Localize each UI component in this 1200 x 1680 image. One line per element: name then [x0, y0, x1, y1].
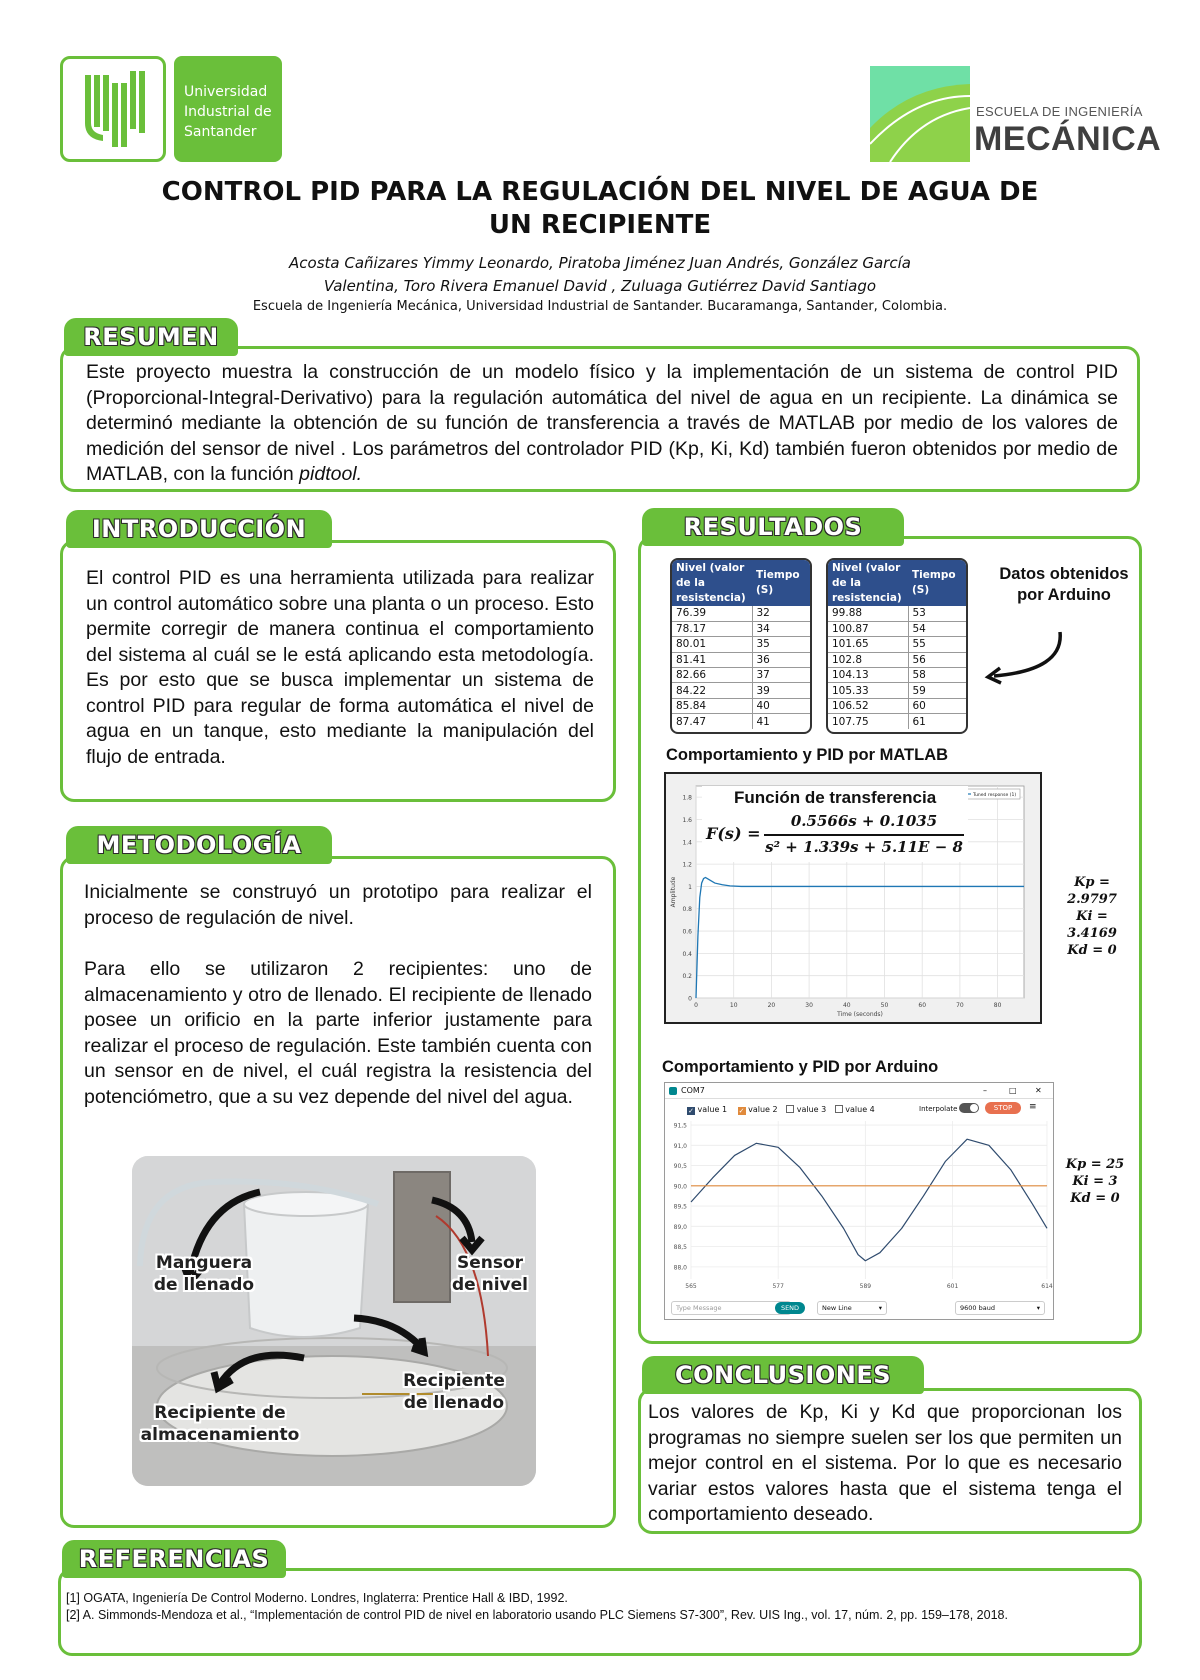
table2-header-nivel: Nivel (valor de la resistencia)	[828, 560, 908, 606]
arduino-caption: Comportamiento y PID por Arduino	[662, 1058, 939, 1076]
send-button[interactable]: SEND	[775, 1302, 805, 1314]
referencias-heading: REFERENCIAS	[62, 1540, 286, 1578]
table-row: 76.39 32	[672, 606, 810, 621]
uis-logo	[60, 56, 282, 164]
legend-label: Tuned response (1)	[973, 793, 1017, 798]
message-input[interactable]: Type Message	[671, 1301, 791, 1315]
metodologia-heading: METODOLOGÍA	[66, 826, 332, 864]
y-tick-label: 1.8	[682, 794, 692, 802]
matlab-caption: Comportamiento y PID por MATLAB	[666, 746, 949, 764]
table1-header-nivel: Nivel (valor de la resistencia)	[672, 560, 752, 606]
menu-icon[interactable]: ≡	[1029, 1102, 1037, 1112]
minimize-button[interactable]: –	[983, 1086, 987, 1095]
prototype-photo	[132, 1156, 536, 1486]
tf-box	[702, 786, 968, 862]
checkbox-value-3[interactable]: value 3	[786, 1105, 826, 1114]
mecanica-logo-line1: ESCUELA DE INGENIERÍA	[976, 104, 1143, 119]
interpolate-toggle[interactable]	[959, 1103, 979, 1113]
x-tick-label: 80	[993, 1002, 1002, 1009]
resumen-heading: RESUMEN	[64, 318, 238, 356]
x-tick-label: 0	[694, 1002, 698, 1009]
table-row: 87.47 41	[672, 714, 810, 729]
table-row: 105.33 59	[828, 683, 966, 698]
table-row: 81.41 36	[672, 652, 810, 667]
table-row: 85.84 40	[672, 698, 810, 713]
metodologia-para2: Para ello se utilizaron 2 recipientes: uno de almacenamiento y otro de llenado. El recipiente de llenado posee un orificio en la parte inferior justamente para realizar el proceso de regulación. Este también cuenta con un sensor en de nivel, el cuál registra la resistencia del potenciómetro, que a su vez depende del nivel del agua.	[84, 958, 592, 1108]
introduccion-text: El control PID es una herramienta utilizada para realizar un control automático sobre una planta o un proceso. Esto permite corregir de manera continua el comportamiento del sistema al cuál se le está aplicando esta metodología. Es por esto que se busca implementar un sistema de control PID para regular de forma automática el nivel de agua en un tanque, esto mediante la manipulación del flujo de entrada.	[86, 567, 594, 768]
resumen-text: Este proyecto muestra la construcción de un modelo físico y la implementación de un sistema de control PID (Proporcional-Integral-Derivativo) para la regulación automática del nivel de agua en un recipiente. La dinámica se determinó mediante la obtención de su función de transferencia a través de MATLAB por medio de los valores de medición del sensor de nivel . Los parámetros del controlador PID (Kp, Ki, Kd) también fueron obtenidos por medio de MATLAB, con la función pidtool.	[86, 361, 1118, 485]
y-tick-label: 0.6	[682, 928, 692, 936]
table1-header-tiempo: Tiempo (S)	[752, 560, 810, 606]
x-tick-label: 601	[946, 1283, 959, 1290]
conclusiones-text: Los valores de Kp, Ki y Kd que proporcionan los programas no siempre suelen ser los que permiten un mejor control en el sistema. Por lo que es necesario variar estos valores hasta que el sistema tenga el comportamiento deseado.	[648, 1401, 1122, 1525]
y-tick-label: 89,5	[673, 1203, 687, 1211]
data-table-1	[670, 558, 812, 734]
mecanica-logo-mark	[870, 66, 970, 162]
y-tick-label: 1	[688, 883, 692, 891]
x-tick-label: 60	[918, 1002, 927, 1009]
plotter-titlebar	[665, 1083, 1053, 1099]
arduino-gains: Kp = 25 Ki = 3 Kd = 0	[1065, 1157, 1125, 1206]
x-tick-label: 565	[685, 1283, 697, 1290]
table-row: 78.17 34	[672, 621, 810, 636]
y-tick-label: 88,0	[673, 1264, 687, 1272]
maximize-button[interactable]: □	[1009, 1086, 1017, 1095]
table2-header-tiempo: Tiempo (S)	[908, 560, 966, 606]
tf-numerator: 0.5566s + 0.1035	[790, 812, 938, 830]
checkbox-value-2[interactable]: ✓ value 2	[738, 1105, 778, 1115]
y-tick-label: 91,0	[673, 1142, 687, 1150]
series-toggles	[687, 1105, 875, 1115]
y-tick-label: 89,0	[673, 1223, 687, 1231]
table-row: 80.01 35	[672, 637, 810, 652]
checkbox-value-4[interactable]: value 4	[835, 1105, 875, 1114]
x-tick-label: 30	[805, 1002, 813, 1009]
poster-title: CONTROL PID PARA LA REGULACIÓN DEL NIVEL DE AGUA DE UN RECIPIENTE	[161, 177, 1039, 240]
affiliation: Escuela de Ingeniería Mecánica, Universidad Industrial de Santander. Bucaramanga, Santander, Colombia.	[252, 299, 948, 314]
x-axis-label: Time (seconds)	[837, 1011, 883, 1018]
reference-2: [2] A. Simmonds-Mendoza et al., “Implementación de control PID de nivel en laboratorio usando PLC Siemens S7-300”, Rev. UIS Ing., vol. 17, núm. 2, pp. 159–178, 2018.	[66, 1607, 1008, 1622]
x-tick-label: 577	[772, 1283, 784, 1290]
y-tick-label: 0.4	[682, 950, 692, 958]
mecanica-logo	[870, 66, 1162, 162]
tf-lhs: F(s) =	[706, 824, 761, 843]
x-tick-label: 10	[729, 1002, 738, 1009]
table-row: 107.75 61	[828, 714, 966, 729]
x-tick-label: 70	[956, 1002, 964, 1009]
y-tick-label: 0.2	[682, 973, 692, 981]
table-row: 102.8 56	[828, 652, 966, 667]
interpolate-label: Interpolate	[919, 1105, 958, 1113]
label-sensor: Sensor de nivel	[452, 1253, 528, 1295]
y-tick-label: 90,5	[673, 1163, 687, 1171]
y-tick-label: 1.2	[682, 861, 692, 869]
serial-plotter-window	[664, 1082, 1054, 1320]
x-tick-label: 40	[842, 1002, 851, 1009]
arduino-chart	[665, 1117, 1053, 1295]
table-row: 100.87 54	[828, 621, 966, 636]
table-row: 101.65 55	[828, 637, 966, 652]
y-tick-label: 0.8	[682, 906, 692, 914]
arrow-icon	[984, 630, 1074, 688]
x-tick-label: 614	[1041, 1283, 1053, 1290]
mecanica-logo-line2: MECÁNICA	[974, 120, 1162, 158]
y-tick-label: 1.4	[682, 839, 692, 847]
data-table-2	[826, 558, 968, 734]
tf-fraction-bar	[764, 834, 964, 836]
table-row: 104.13 58	[828, 668, 966, 683]
y-tick-label: 0	[688, 995, 692, 1003]
metodologia-para1: Inicialmente se construyó un prototipo para realizar el proceso de regulación de nivel.	[84, 881, 592, 929]
y-tick-label: 1.6	[682, 816, 692, 824]
close-button[interactable]: ✕	[1035, 1086, 1042, 1095]
stop-button[interactable]: STOP	[985, 1102, 1021, 1114]
y-tick-label: 91,5	[673, 1122, 687, 1130]
label-manguera: Manguera de llenado	[153, 1253, 255, 1295]
y-tick-label: 90,0	[673, 1183, 687, 1191]
line-ending-select[interactable]: New Line ▾	[817, 1301, 887, 1315]
x-tick-label: 20	[767, 1002, 776, 1009]
table-row: 82.66 37	[672, 668, 810, 683]
authors: Acosta Cañizares Yimmy Leonardo, Piratoba Jiménez Juan Andrés, González García Valentina, Toro Rivera Emanuel David , Zuluaga Gutiérrez David Santiago	[289, 254, 911, 295]
x-tick-label: 50	[880, 1002, 889, 1009]
datos-note: Datos obtenidos por Arduino	[999, 565, 1129, 604]
label-almacenamiento: Recipiente de almacenamiento	[140, 1403, 300, 1445]
app-icon	[669, 1087, 677, 1095]
uis-logo-text: Universidad Industrial de Santander	[174, 56, 282, 162]
series-line-value-1	[691, 1139, 1047, 1261]
uis-logo-mark	[60, 56, 166, 162]
baud-select[interactable]: 9600 baud ▾	[955, 1301, 1045, 1315]
reference-1: [1] OGATA, Ingeniería De Control Moderno. Londres, Inglaterra: Prentice Hall & IBD, 1992.	[66, 1591, 568, 1605]
label-llenado: Recipiente de llenado	[403, 1371, 505, 1413]
introduccion-heading: INTRODUCCIÓN	[66, 510, 332, 548]
x-tick-label: 589	[859, 1283, 872, 1290]
tf-denominator: s² + 1.339s + 5.11E − 8	[765, 838, 963, 856]
y-axis-label: Amplitude	[670, 876, 677, 908]
checkbox-value-1[interactable]: ✓ value 1	[688, 1105, 728, 1115]
conclusiones-heading: CONCLUSIONES	[642, 1356, 924, 1394]
references-list	[66, 1590, 1132, 1623]
table-row: 84.22 39	[672, 683, 810, 698]
matlab-gains: Kp = 2.9797 Ki = 3.4169 Kd = 0	[1067, 875, 1117, 958]
tf-title: Función de transferencia	[734, 788, 937, 807]
y-tick-label: 88,5	[673, 1244, 687, 1252]
window-title: COM7	[681, 1086, 705, 1095]
table-row: 99.88 53	[828, 606, 966, 621]
table-row: 106.52 60	[828, 698, 966, 713]
resultados-heading: RESULTADOS	[642, 508, 904, 546]
